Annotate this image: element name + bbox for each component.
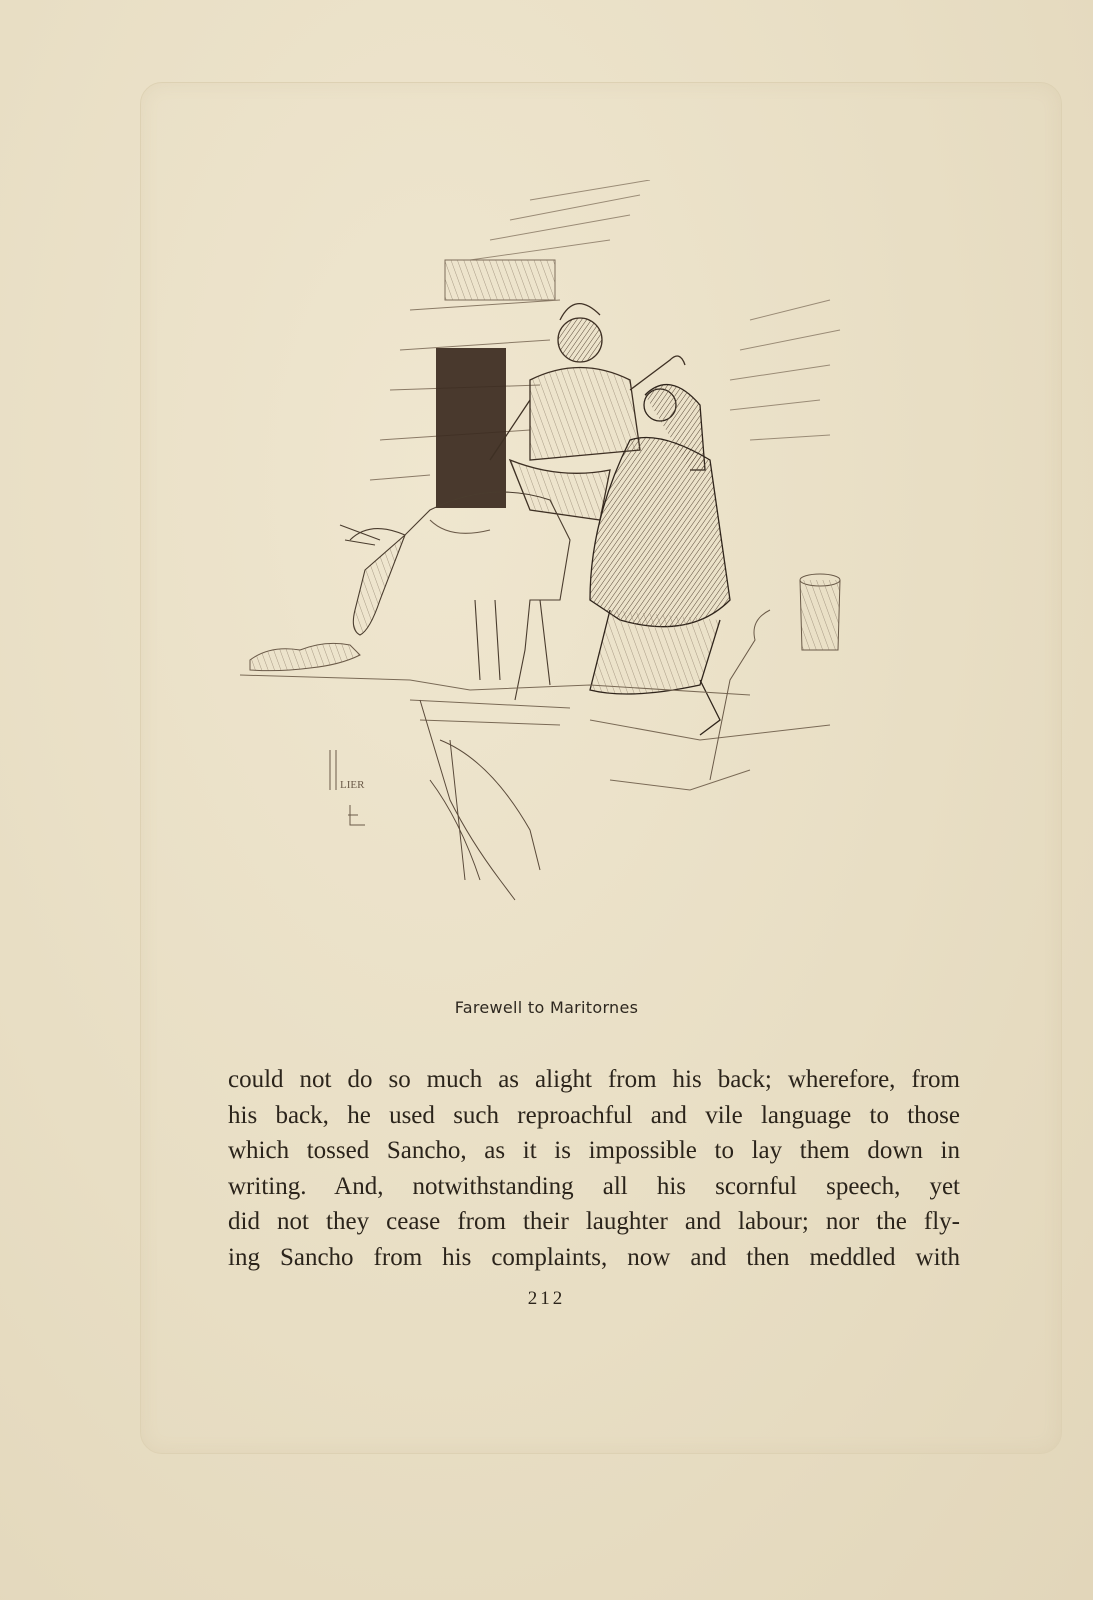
text-line: his back, he used such reproachful and vile language to those (228, 1101, 960, 1129)
body-text (228, 1062, 960, 1275)
svg-text:LIER: LIER (340, 779, 365, 791)
page-number: 212 (527, 1288, 566, 1309)
text-line: did not they cease from their laughter and labour; nor the fly- (228, 1208, 960, 1235)
text-line: which tossed Sancho, as it is impossible to lay them down in (228, 1137, 960, 1164)
illustration-caption: Farewell to Maritornes (454, 998, 639, 1017)
text-line: could not do so much as alight from his back; wherefore, from (228, 1066, 960, 1093)
text-line: writing. And, notwithstanding all his scornful speech, yet (228, 1172, 960, 1200)
etching-illustration-icon (230, 180, 870, 960)
text-line: ing Sancho from his complaints, now and then meddled with (228, 1243, 960, 1271)
